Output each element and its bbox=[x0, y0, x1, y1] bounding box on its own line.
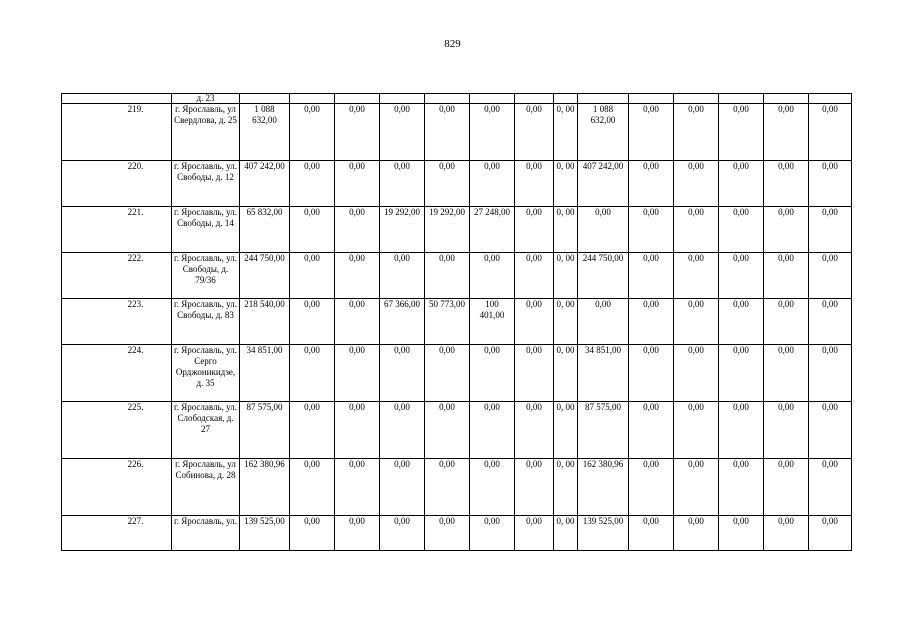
table-row bbox=[62, 516, 852, 551]
cell-value-c13: 0,00 bbox=[764, 253, 809, 299]
cell-address: г. Ярославль, ул. Свободы, д. 12 bbox=[172, 161, 240, 207]
cell-value-c7: 0,00 bbox=[515, 299, 554, 345]
cell-value-c12: 0,00 bbox=[719, 104, 764, 161]
cell-value-c3: 0,00 bbox=[335, 402, 380, 459]
cell-value-c4: 0,00 bbox=[380, 516, 425, 551]
cell-value-c13: 0,00 bbox=[764, 104, 809, 161]
cell-value-c5: 0,00 bbox=[425, 161, 470, 207]
cell-value-c4: 67 366,00 bbox=[380, 299, 425, 345]
cell-value-c12: 0,00 bbox=[719, 253, 764, 299]
cell-value-c2: 0,00 bbox=[290, 299, 335, 345]
cell-value-c9: 1 088 632,00 bbox=[578, 104, 629, 161]
cell-num: 221. bbox=[62, 207, 172, 253]
cell-value-c2: 0,00 bbox=[290, 345, 335, 402]
cell-value-c10: 0,00 bbox=[629, 345, 674, 402]
cell-value-c7: 0,00 bbox=[515, 104, 554, 161]
cell-value-c9: 34 851,00 bbox=[578, 345, 629, 402]
cell-value-c13: 0,00 bbox=[764, 402, 809, 459]
cell-value-c14: 0,00 bbox=[809, 459, 852, 516]
cell-value-c12: 0,00 bbox=[719, 402, 764, 459]
cell-num: 225. bbox=[62, 402, 172, 459]
cell-value-c9: 87 575,00 bbox=[578, 402, 629, 459]
cell-value-c12: 0,00 bbox=[719, 345, 764, 402]
cell-value-c5: 0,00 bbox=[425, 253, 470, 299]
cell-value-c8: 0, 00 bbox=[554, 207, 578, 253]
cell-value-c7: 0,00 bbox=[515, 459, 554, 516]
cell-num: 227. bbox=[62, 516, 172, 551]
table-row bbox=[62, 345, 852, 402]
cell-num: 219. bbox=[62, 104, 172, 161]
cell-value-c14: 0,00 bbox=[809, 402, 852, 459]
cell-value-c2: 0,00 bbox=[290, 402, 335, 459]
cell-value-c11: 0,00 bbox=[674, 104, 719, 161]
cell-value-c1: 162 380,96 bbox=[240, 459, 290, 516]
cell-value-c3: 0,00 bbox=[335, 104, 380, 161]
cell-value-c7: 0,00 bbox=[515, 253, 554, 299]
cell-value-c6: 0,00 bbox=[470, 161, 515, 207]
cell-value-c6: 100 401,00 bbox=[470, 299, 515, 345]
cell-address: г. Ярославль, ул. Слободская, д. 27 bbox=[172, 402, 240, 459]
cell-value-c3: 0,00 bbox=[335, 299, 380, 345]
cell-value-c12: 0,00 bbox=[719, 459, 764, 516]
cell-value-c11: 0,00 bbox=[674, 253, 719, 299]
cell-value-c9: 0,00 bbox=[578, 207, 629, 253]
cell-value-c12: 0,00 bbox=[719, 516, 764, 551]
cell-value-c7: 0,00 bbox=[515, 345, 554, 402]
cell-address: г. Ярославль, ул. Свободы, д. 83 bbox=[172, 299, 240, 345]
cell-value-c6: 0,00 bbox=[470, 459, 515, 516]
cell-num: 223. bbox=[62, 299, 172, 345]
cell-value-c10: 0,00 bbox=[629, 104, 674, 161]
page-number: 829 bbox=[444, 38, 461, 50]
table-row-continuation bbox=[62, 94, 852, 104]
cell-value-c9: 0,00 bbox=[578, 299, 629, 345]
cell-value-c8: 0, 00 bbox=[554, 516, 578, 551]
cell-value-c11: 0,00 bbox=[674, 516, 719, 551]
cell-value-c10: 0,00 bbox=[629, 299, 674, 345]
cell-address: г. Ярославль, ул. Серго Орджоникидзе, д. 35 bbox=[172, 345, 240, 402]
cell-value-c9: 407 242,00 bbox=[578, 161, 629, 207]
cell-value-c6: 0,00 bbox=[470, 402, 515, 459]
cell-value-c8: 0, 00 bbox=[554, 104, 578, 161]
cell-value-c6: 0,00 bbox=[470, 104, 515, 161]
cell-num bbox=[62, 94, 172, 104]
cell-value-c4: 0,00 bbox=[380, 161, 425, 207]
table-row bbox=[62, 459, 852, 516]
cell-value-c1: 244 750,00 bbox=[240, 253, 290, 299]
cell-num: 226. bbox=[62, 459, 172, 516]
cell-value-c11: 0,00 bbox=[674, 459, 719, 516]
cell-value-c5: 50 773,00 bbox=[425, 299, 470, 345]
cell-address: г. Ярославль, ул. bbox=[172, 516, 240, 551]
cell-value-c10: 0,00 bbox=[629, 516, 674, 551]
cell-value-c3: 0,00 bbox=[335, 516, 380, 551]
data-table bbox=[61, 93, 852, 551]
cell-value-c8: 0, 00 bbox=[554, 299, 578, 345]
cell-value-c9: 244 750,00 bbox=[578, 253, 629, 299]
table-row bbox=[62, 253, 852, 299]
cell-address: г. Ярославль, ул Собинова, д. 28 bbox=[172, 459, 240, 516]
cell-value-c13: 0,00 bbox=[764, 459, 809, 516]
cell-value-c5: 0,00 bbox=[425, 104, 470, 161]
cell-value-c11: 0,00 bbox=[674, 207, 719, 253]
cell-value-c1: 1 088 632,00 bbox=[240, 104, 290, 161]
cell-value-c14: 0,00 bbox=[809, 345, 852, 402]
cell-value-c3: 0,00 bbox=[335, 161, 380, 207]
cell-value-c11: 0,00 bbox=[674, 345, 719, 402]
cell-value-c13: 0,00 bbox=[764, 161, 809, 207]
cell-value-c12: 0,00 bbox=[719, 207, 764, 253]
cell-value-c14: 0,00 bbox=[809, 253, 852, 299]
cell-value-c6: 0,00 bbox=[470, 516, 515, 551]
cell-value-c4: 0,00 bbox=[380, 104, 425, 161]
cell-num: 220. bbox=[62, 161, 172, 207]
cell-value-c8: 0, 00 bbox=[554, 459, 578, 516]
cell-value-c12: 0,00 bbox=[719, 299, 764, 345]
cell-value-c1: 65 832,00 bbox=[240, 207, 290, 253]
cell-value-c4: 0,00 bbox=[380, 253, 425, 299]
cell-value-c6: 27 248,00 bbox=[470, 207, 515, 253]
cell-value-c7: 0,00 bbox=[515, 402, 554, 459]
cell-value-c6: 0,00 bbox=[470, 345, 515, 402]
cell-value-c8: 0, 00 bbox=[554, 345, 578, 402]
cell-value-c4: 0,00 bbox=[380, 402, 425, 459]
cell-value-c13: 0,00 bbox=[764, 207, 809, 253]
table-row bbox=[62, 161, 852, 207]
cell-value-c13: 0,00 bbox=[764, 516, 809, 551]
cell-value-c5: 0,00 bbox=[425, 459, 470, 516]
cell-value-c1: 34 851,00 bbox=[240, 345, 290, 402]
cell-value-c12: 0,00 bbox=[719, 161, 764, 207]
cell-value-c1: 407 242,00 bbox=[240, 161, 290, 207]
cell-value-c4: 19 292,00 bbox=[380, 207, 425, 253]
cell-value-c13: 0,00 bbox=[764, 345, 809, 402]
cell-value-c14: 0,00 bbox=[809, 161, 852, 207]
cell-value-c3: 0,00 bbox=[335, 253, 380, 299]
cell-value-c7: 0,00 bbox=[515, 161, 554, 207]
cell-value-c10: 0,00 bbox=[629, 161, 674, 207]
cell-value-c4: 0,00 bbox=[380, 459, 425, 516]
cell-value-c2: 0,00 bbox=[290, 207, 335, 253]
cell-value-c3: 0,00 bbox=[335, 459, 380, 516]
cell-value-c5: 0,00 bbox=[425, 345, 470, 402]
cell-num: 222. bbox=[62, 253, 172, 299]
cell-value-c10: 0,00 bbox=[629, 459, 674, 516]
cell-value-c3: 0,00 bbox=[335, 345, 380, 402]
cell-value-c6: 0,00 bbox=[470, 253, 515, 299]
table-row bbox=[62, 104, 852, 161]
table-row bbox=[62, 207, 852, 253]
cell-value-c2: 0,00 bbox=[290, 161, 335, 207]
cell-value-c1: 218 540,00 bbox=[240, 299, 290, 345]
cell-value-c8: 0, 00 bbox=[554, 253, 578, 299]
cell-value-c7: 0,00 bbox=[515, 207, 554, 253]
table-row bbox=[62, 402, 852, 459]
table-row bbox=[62, 299, 852, 345]
cell-value-c2: 0,00 bbox=[290, 516, 335, 551]
cell-address: г. Ярославль, ул Свердлова, д. 25 bbox=[172, 104, 240, 161]
cell-value-c3: 0,00 bbox=[335, 207, 380, 253]
cell-value-c1: 87 575,00 bbox=[240, 402, 290, 459]
cell-num: 224. bbox=[62, 345, 172, 402]
cell-value-c8: 0, 00 bbox=[554, 402, 578, 459]
cell-value-c9: 139 525,00 bbox=[578, 516, 629, 551]
cell-value-c11: 0,00 bbox=[674, 299, 719, 345]
cell-value-c9: 162 380,96 bbox=[578, 459, 629, 516]
cell-value-c5: 19 292,00 bbox=[425, 207, 470, 253]
cell-value-c2: 0,00 bbox=[290, 104, 335, 161]
cell-address: г. Ярославль, ул. Свободы, д. 14 bbox=[172, 207, 240, 253]
cell-value-c14: 0,00 bbox=[809, 104, 852, 161]
cell-value-c14: 0,00 bbox=[809, 299, 852, 345]
cell-value-c8: 0, 00 bbox=[554, 161, 578, 207]
cell-value-c5: 0,00 bbox=[425, 402, 470, 459]
cell-address: д. 23 bbox=[172, 94, 240, 104]
cell-value-c14: 0,00 bbox=[809, 516, 852, 551]
cell-value-c2: 0,00 bbox=[290, 459, 335, 516]
cell-value-c7: 0,00 bbox=[515, 516, 554, 551]
cell-value-c1: 139 525,00 bbox=[240, 516, 290, 551]
cell-value-c10: 0,00 bbox=[629, 207, 674, 253]
cell-value-c10: 0,00 bbox=[629, 253, 674, 299]
cell-value-c11: 0,00 bbox=[674, 402, 719, 459]
cell-value-c4: 0,00 bbox=[380, 345, 425, 402]
cell-value-c2: 0,00 bbox=[290, 253, 335, 299]
cell-value-c5: 0,00 bbox=[425, 516, 470, 551]
cell-value-c13: 0,00 bbox=[764, 299, 809, 345]
cell-value-c10: 0,00 bbox=[629, 402, 674, 459]
cell-value-c11: 0,00 bbox=[674, 161, 719, 207]
cell-value-c14: 0,00 bbox=[809, 207, 852, 253]
cell-address: г. Ярославль, ул. Свободы, д. 79/36 bbox=[172, 253, 240, 299]
